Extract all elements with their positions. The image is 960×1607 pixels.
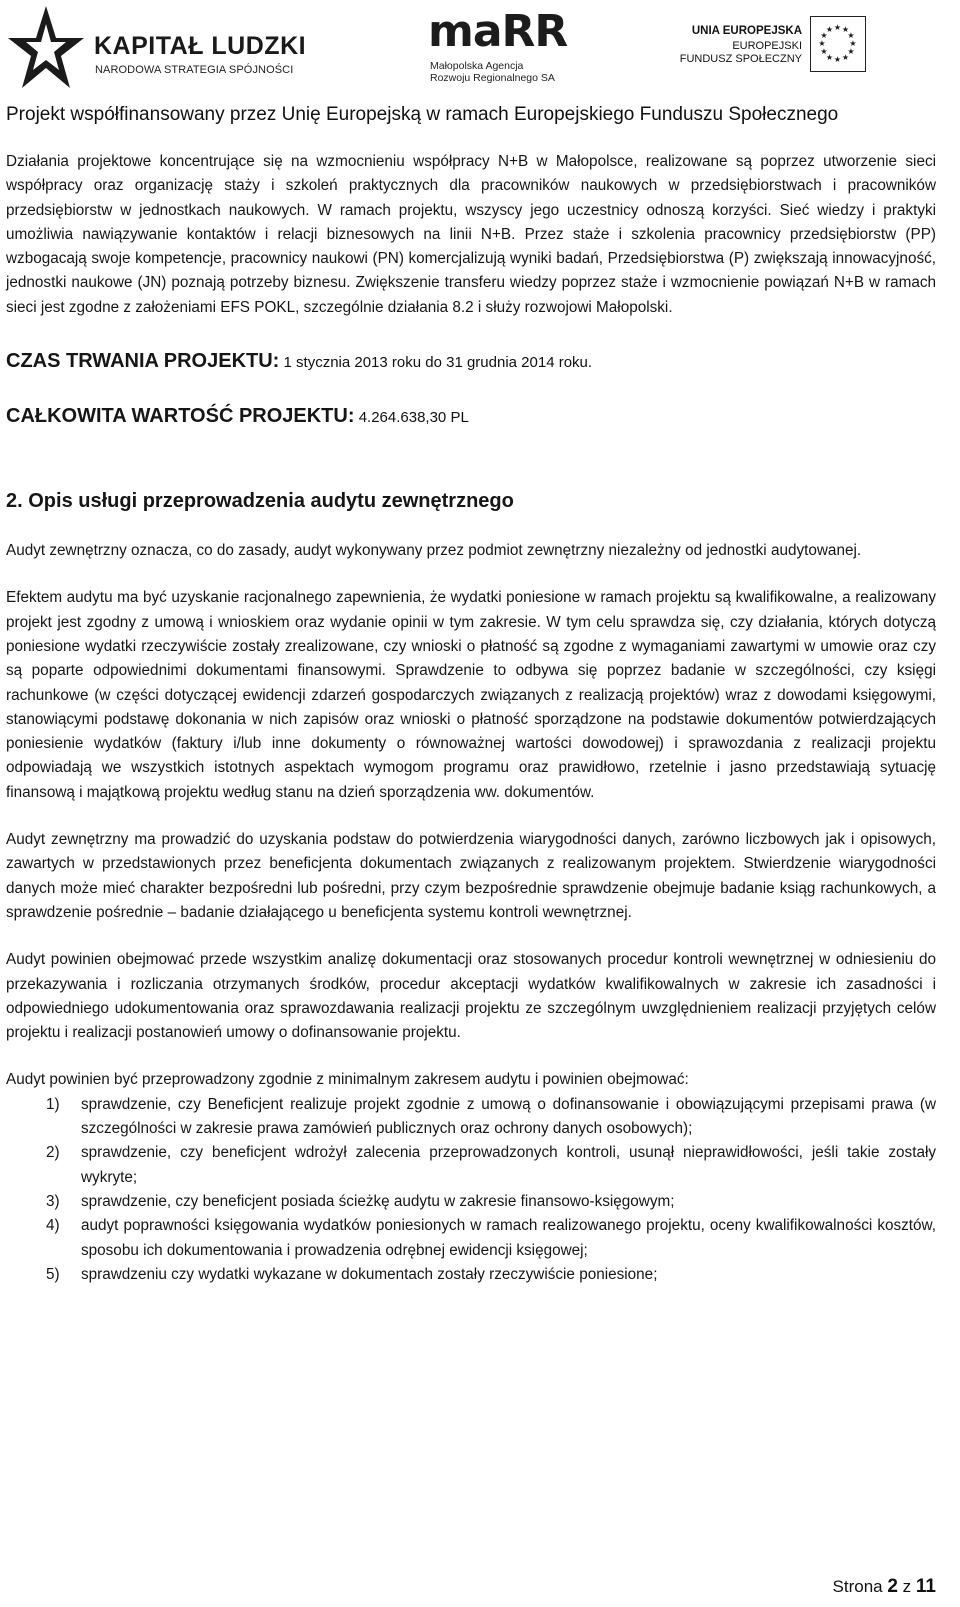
kapital-ludzki-star-icon bbox=[6, 2, 86, 92]
list-item-number: 1) bbox=[46, 1095, 60, 1113]
list-item bbox=[6, 1214, 936, 1263]
list-item-text: sprawdzenie, czy Beneficjent realizuje projekt zgodnie z umową o dofinansowanie i obowiązującymi przepisami prawa (w szczególności w zakresie prawa zamówień publicznych oraz ochrony danych osobowych); bbox=[81, 1095, 936, 1138]
project-cofinancing-line: Projekt współfinansowany przez Unię Europejską w ramach Europejskiego Funduszu Społecznego bbox=[6, 104, 839, 125]
list-item-number: 3) bbox=[46, 1192, 60, 1210]
project-total-value-label: CAŁKOWITA WARTOŚĆ PROJEKTU: bbox=[6, 405, 355, 428]
eu-flag-icon bbox=[810, 16, 866, 72]
svg-text:★: ★ bbox=[833, 55, 842, 64]
eu-line-1: UNIA EUROPEJSKA bbox=[691, 25, 802, 37]
marr-line-1: Małopolska Agencja bbox=[430, 60, 524, 72]
list-item bbox=[6, 1190, 936, 1214]
intro-text-part-1: Działania projektowe koncentrujące się na wzmocnieniu współpracy N+B w Małopolsce, realizowane są poprzez utworzenie sieci współpracy oraz organizację staży i szkoleń praktycznych dla pracowników naukowych w przedsiębiorstwach i pracowników przedsiębiorstw w jednostkach naukowych. W ramach projektu, wszyscy jego uczestnicy odnoszą korzyści. bbox=[6, 153, 936, 219]
svg-text:★: ★ bbox=[841, 53, 850, 62]
section-paragraph-4: Audyt powinien obejmować przede wszystkim analizę dokumentacji oraz stosowanych procedur kontroli wewnętrznej w odniesieniu do przekazywania i rozliczania otrzymanych środków, procedur akceptacji wydatków kwalifikowalnych w zakresie ich zasadności i odpowiedniego udokumentowania oraz sprawozdawania realizacji projektu ze szczególnym uwzględnieniem realizacji przyjętych celów projektu i realizacji postanowień umowy o dofinansowanie projektu. bbox=[6, 951, 936, 1042]
page-number bbox=[833, 1576, 936, 1598]
page-header bbox=[0, 0, 930, 150]
list-item-text: sprawdzeniu czy wydatki wykazane w dokumentach zostały rzeczywiście poniesione; bbox=[81, 1265, 658, 1283]
list-item-text: audyt poprawności księgowania wydatków poniesionych w ramach realizowanego projektu, oceny kwalifikowalności kosztów, sposobu ich dokumentowania i prowadzenia odrębnej ewidencji księgowej; bbox=[81, 1217, 936, 1259]
project-total-value-amount: 4.264.638,30 PL bbox=[358, 409, 469, 427]
kapital-ludzki-subtitle: NARODOWA STRATEGIA SPÓJNOŚCI bbox=[95, 64, 294, 76]
list-item-number: 5) bbox=[46, 1265, 60, 1283]
section-paragraph-5: Audyt powinien być przeprowadzony zgodnie z minimalnym zakresem audytu i powinien obejmować: bbox=[6, 1071, 689, 1089]
svg-text:★: ★ bbox=[841, 25, 850, 34]
page-number-total: 11 bbox=[915, 1576, 936, 1597]
marr-line-2: Rozwoju Regionalnego SA bbox=[430, 72, 555, 84]
svg-text:★: ★ bbox=[833, 23, 842, 32]
page-number-prefix: Strona bbox=[832, 1577, 883, 1596]
svg-text:★: ★ bbox=[820, 47, 828, 56]
svg-text:★: ★ bbox=[818, 39, 826, 48]
svg-text:★: ★ bbox=[847, 31, 855, 40]
section-paragraph-1: Audyt zewnętrzny oznacza, co do zasady, audyt wykonywany przez podmiot zewnętrzny niezależny od jednostki audytowanej. bbox=[6, 542, 862, 560]
list-item-number: 2) bbox=[46, 1144, 60, 1162]
section-paragraph-2: Efektem audytu ma być uzyskanie racjonalnego zapewnienia, że wydatki poniesione w ramach projektu są kwalifikowalne, a realizowany projekt jest zgodny z umową i wnioskiem oraz wydanie opinii w tym zakresie. W tym celu sprawdza się, czy działania, których dotyczą poniesione wydatki rzeczywiście zostały zrealizowane, czy wnioski o płatność są zgodne z wymaganiami zawartymi w umowie oraz czy są poparte odpowiednimi dokumentami finansowymi. Sprawdzenie to odbywa się poprzez badanie w szczególności, czy księgi rachunkowe (w części dotyczącej ewidencji zdarzeń gospodarczych związanych z realizacją projektów) wraz z dowodami księgowymi, stanowiącymi podstawę dokonania w nich zapisów oraz wnioski o płatność sporządzone na podstawie dokumentów potwierdzających poniesienie wydatków (faktury i/lub inne dokumenty o równoważnej wartości dowodowej) i sprawozdania z realizacji projektu odpowiadają we wszystkich istotnych aspektach wymogom programu oraz prawidłowo, rzetelnie i jasno przedstawiają sytuację finansową i majątkową projektu według stanu na dzień sporządzenia ww. dokumentów. bbox=[6, 589, 936, 801]
intro-text-part-2: Sieć wiedzy i praktyki umożliwia nawiązywanie kontaktów i relacji biznesowych na linii N+B. Przez staże i szkolenia pracownicy przedsiębiorstw (PP) wzbogacają swoje kompetencje, pracownicy naukowi (PN) komercjalizują wyniki badań, Przedsiębiorstwa (P) zwiększają innowacyjność, jednostki naukowe (JN) poznają potrzeby biznesu. Zwiększenie transferu wiedzy poprzez staże i wzmocnienie powiązań N+B w ramach sieci jest zgodne z założeniami EFS POKL, szczególnie działania 8.2 i służy rozwojowi Małopolski. bbox=[6, 201, 937, 316]
marr-logo bbox=[428, 8, 578, 98]
document-body bbox=[6, 150, 936, 1287]
audit-scope-list bbox=[6, 1093, 936, 1287]
list-item bbox=[6, 1093, 936, 1142]
list-item-text: sprawdzenie, czy beneficjent posiada ścieżkę audytu w zakresie finansowo-księgowym; bbox=[81, 1192, 675, 1210]
eu-logo bbox=[679, 16, 910, 86]
list-item-text: sprawdzenie, czy beneficjent wdrożył zalecenia przeprowadzonych kontroli, usunął nieprawidłowości, jeśli takie zostały wykryte; bbox=[81, 1144, 936, 1186]
list-item bbox=[6, 1141, 936, 1190]
section-paragraph-3: Audyt zewnętrzny ma prowadzić do uzyskania podstaw do potwierdzenia wiarygodności danych, zarówno liczbowych jak i opisowych, zawartych w przedstawionych przez beneficjenta dokumentach związanych z realizowanym projektem. Stwierdzenie wiarygodności danych może mieć charakter bezpośredni lub pośredni, przy czym bezpośrednie sprawdzenie obejmuje badanie ksiąg rachunkowych, a sprawdzenie pośrednie – badanie działającego u beneficjenta systemu kontroli wewnętrznej. bbox=[6, 831, 936, 921]
intro-paragraph bbox=[6, 150, 936, 320]
project-duration-label: CZAS TRWANIA PROJEKTU: bbox=[6, 350, 280, 373]
kapital-ludzki-logo bbox=[6, 2, 306, 98]
list-item-number: 4) bbox=[46, 1217, 60, 1235]
eu-line-3: FUNDUSZ SPOŁECZNY bbox=[679, 53, 802, 65]
svg-text:★: ★ bbox=[820, 31, 828, 40]
section-heading: 2. Opis usługi przeprowadzenia audytu zewnętrznego bbox=[6, 490, 514, 513]
marr-wordmark: maRR bbox=[428, 6, 568, 57]
eu-line-2: EUROPEJSKI bbox=[732, 40, 802, 52]
svg-text:★: ★ bbox=[825, 25, 834, 34]
project-total-value bbox=[6, 405, 936, 428]
project-duration-value: 1 stycznia 2013 roku do 31 grudnia 2014 roku. bbox=[283, 354, 593, 372]
page-number-current: 2 bbox=[887, 1576, 898, 1597]
page-number-of: z bbox=[902, 1577, 912, 1596]
list-item bbox=[6, 1263, 936, 1287]
svg-text:★: ★ bbox=[849, 39, 857, 48]
project-duration bbox=[6, 350, 936, 373]
svg-text:★: ★ bbox=[847, 47, 855, 56]
svg-text:★: ★ bbox=[825, 53, 834, 62]
kapital-ludzki-title: KAPITAŁ LUDZKI bbox=[94, 32, 307, 60]
